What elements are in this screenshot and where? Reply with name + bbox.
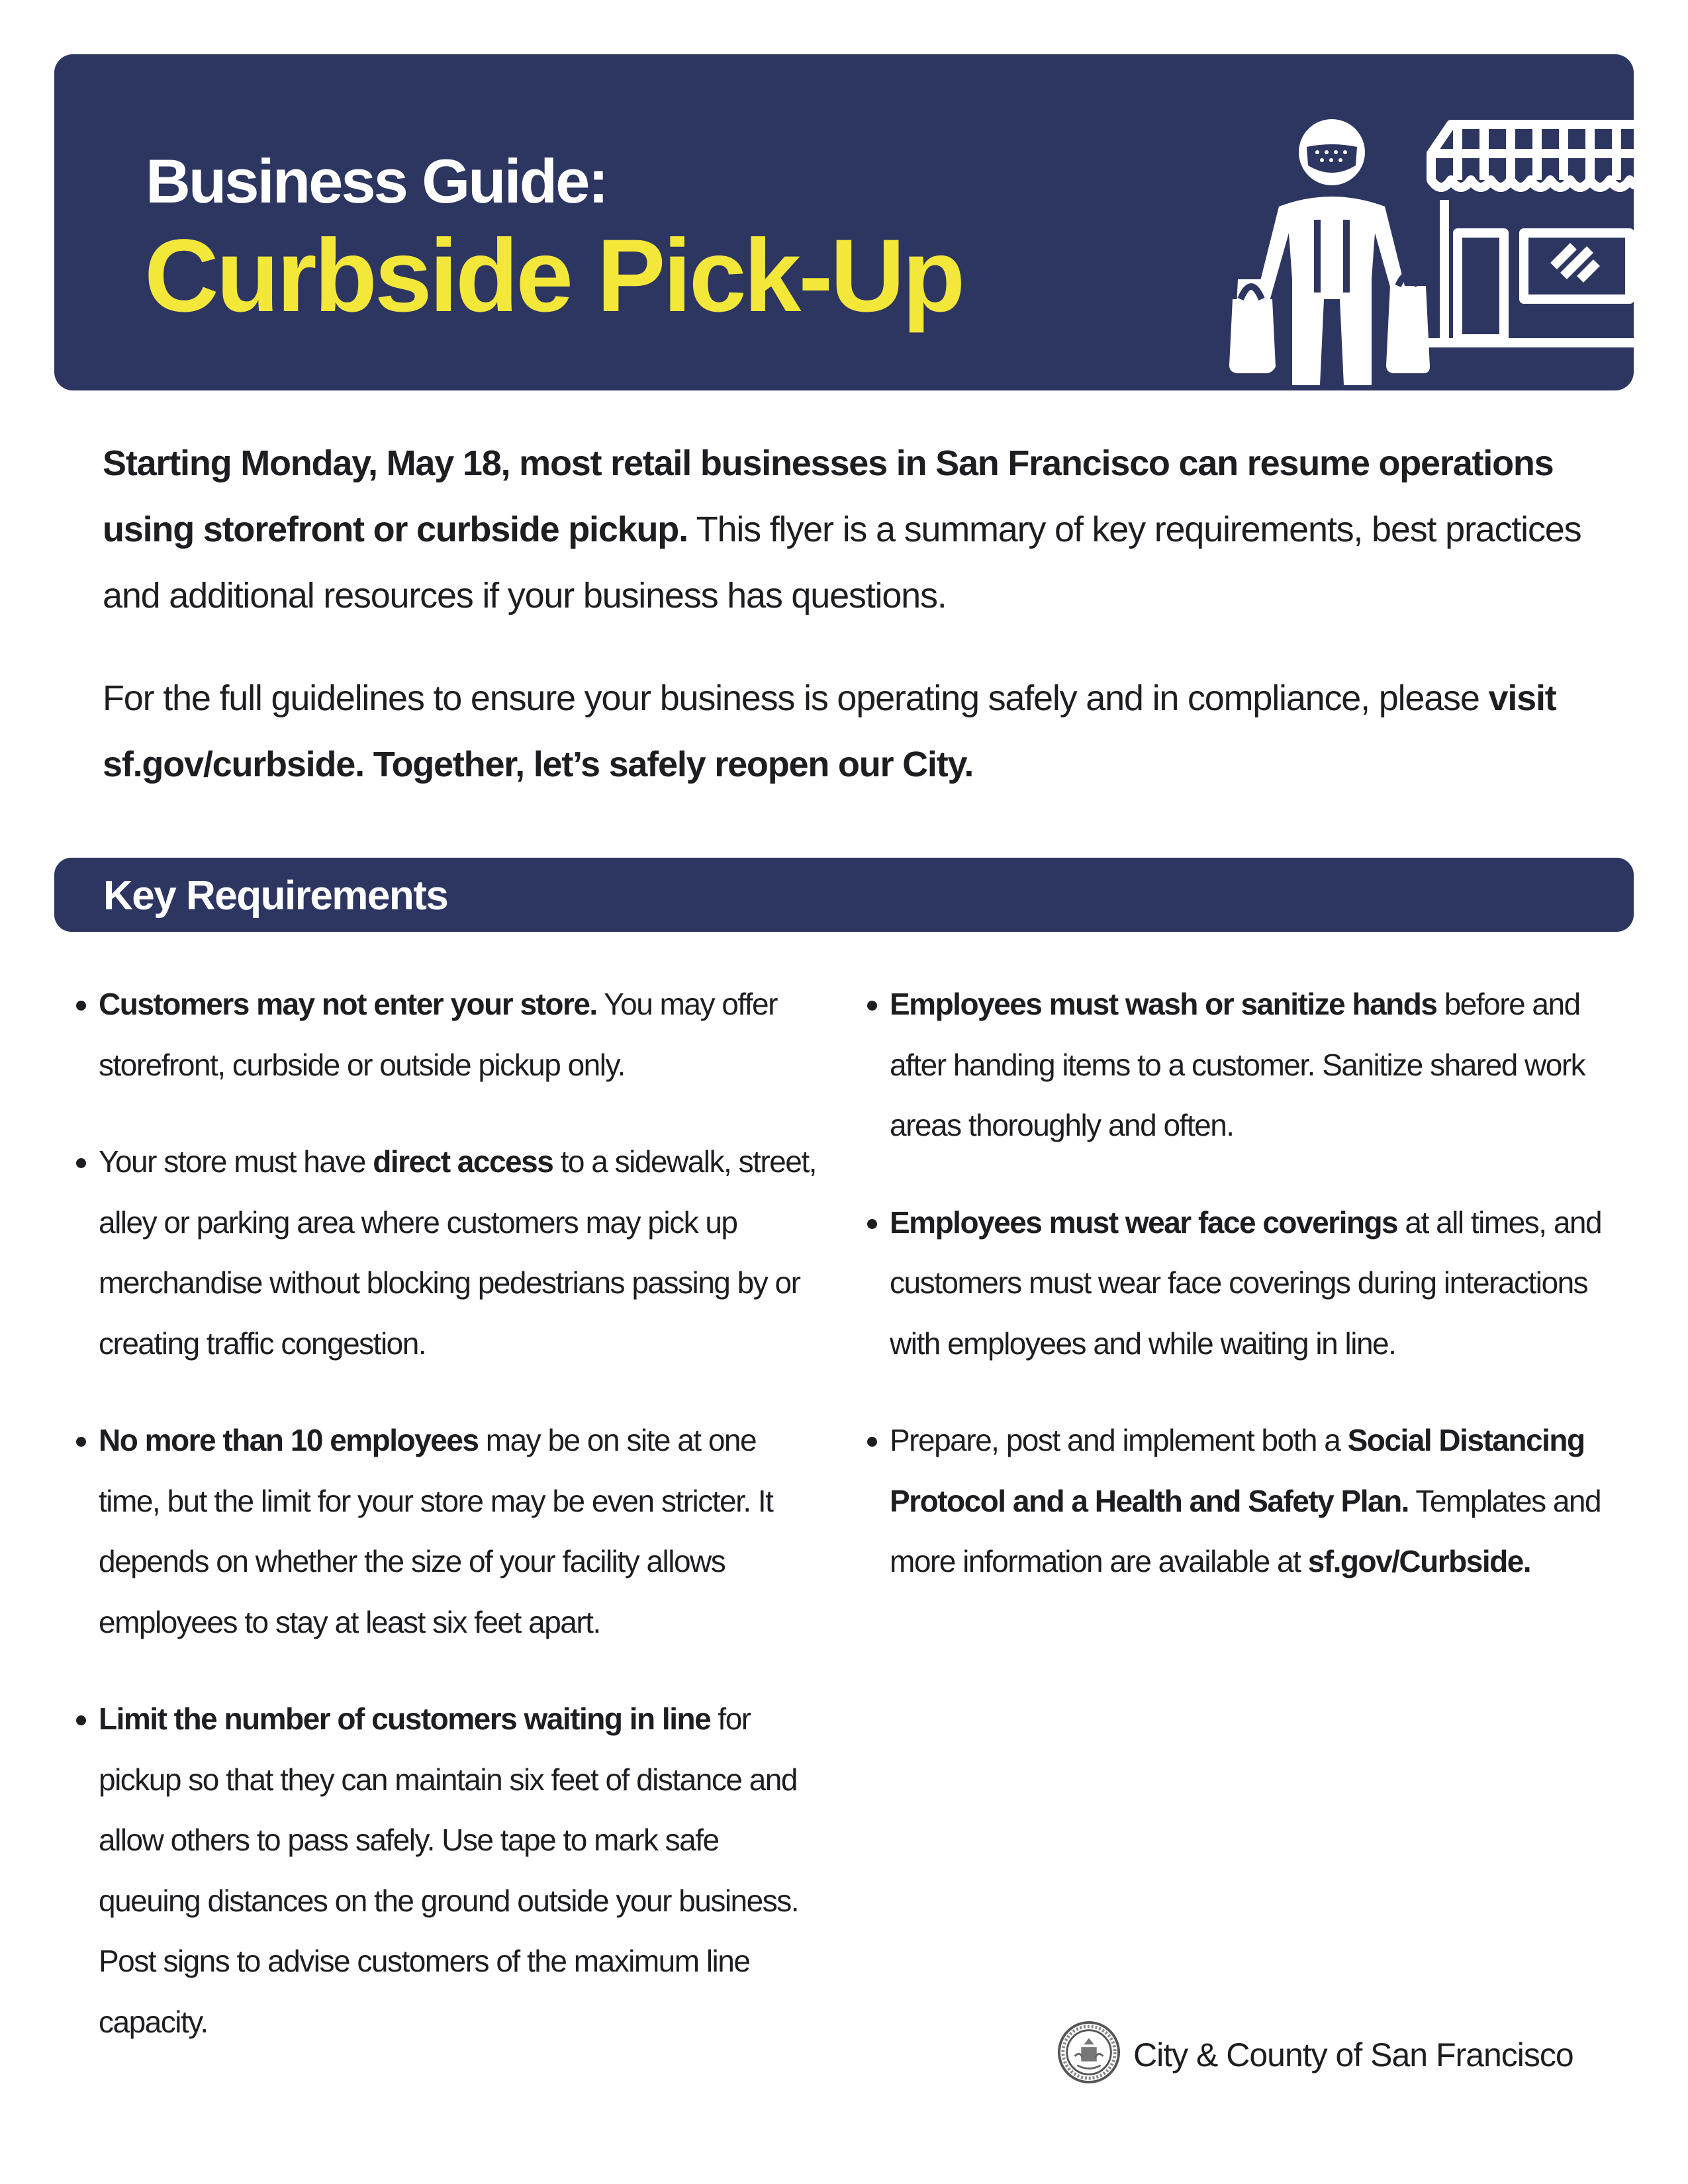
list-item [867, 974, 1615, 1156]
bullet-text: Prepare, post and implement both a [890, 1423, 1348, 1457]
bullet-bold: Limit the number of customers waiting in line [99, 1702, 711, 1736]
bullet-icon [867, 1219, 877, 1229]
key-requirements-heading: Key Requirements [103, 873, 448, 919]
bullet-text: at all times, and customers must wear face coverings during interactions with employees and while waiting in line. [890, 1205, 1602, 1361]
bullet-bold: direct access [373, 1144, 553, 1179]
intro-paragraph-2 [103, 665, 1585, 797]
list-item [76, 1689, 824, 2052]
intro-lead-bold: Starting Monday, May 18, most retail businesses in San Francisco can resume operations using storefront or curbside pickup. [103, 443, 1554, 549]
header-banner [54, 54, 1634, 390]
bullet-icon [76, 1437, 86, 1447]
bullet-bold: Employees must wear face coverings [890, 1205, 1398, 1240]
bullet-text: to a sidewalk, street, alley or parking area where customers may pick up merchandise without blocking pedestrians passing by or creating traffic congestion. [99, 1144, 816, 1361]
footer [1056, 2020, 1586, 2086]
footer-org-name: City & County of San Francisco [1133, 2036, 1573, 2073]
bullet-text: may be on site at one time, but the limit for your store may be even stricter. It depends on whether the size of your facility allows employees to stay at least six feet apart. [99, 1423, 773, 1639]
key-requirements-bar [54, 858, 1634, 932]
page-subtitle: Business Guide: [146, 146, 607, 216]
page-title: Curbside Pick-Up [144, 218, 963, 334]
bullet-text: Your store must have [99, 1144, 373, 1179]
intro-paragraph-1 [103, 430, 1585, 629]
bullet-icon [867, 1437, 877, 1447]
bullet-bold: No more than 10 employees [99, 1423, 479, 1457]
bullet-icon [867, 1001, 877, 1011]
requirements-right-column [867, 974, 1615, 1629]
list-item [76, 1410, 824, 1653]
list-item [76, 1132, 824, 1374]
san-francisco-seal-icon [1056, 2020, 1121, 2085]
bullet-text: You may offer storefront, curbside or outside pickup only. [99, 987, 777, 1082]
list-item [76, 974, 824, 1095]
requirements-left-column [76, 974, 824, 2089]
bullet-icon [76, 1158, 86, 1168]
list-item [867, 1193, 1615, 1375]
intro-lead-rest: This flyer is a summary of key requirements, best practices and additional resources if your business has questions. [103, 510, 1581, 615]
intro-guidelines-text: For the full guidelines to ensure your business is operating safely and in compliance, please [103, 678, 1489, 718]
bullet-bold: Customers may not enter your store. [99, 987, 597, 1021]
list-item [867, 1410, 1615, 1592]
bullet-bold: Employees must wash or sanitize hands [890, 987, 1437, 1021]
bullet-text: Templates and more information are available at [890, 1483, 1601, 1578]
bullet-text: for pickup so that they can maintain six feet of distance and allow others to pass safely. Use tape to mark safe queuing distances on the ground outside your business. Post signs to advise customers of the maximum line capacity. [99, 1702, 799, 2039]
intro-link-cta: visit sf.gov/curbside. Together, let’s safely reopen our City. [103, 678, 1556, 784]
bullet-bold: Social Distancing Protocol and a Health and Safety Plan. [890, 1423, 1585, 1518]
bullet-icon [76, 1001, 86, 1011]
bullet-text: before and after handing items to a customer. Sanitize shared work areas thoroughly and often. [890, 987, 1585, 1142]
worker-storefront-icon [1166, 81, 1634, 390]
bullet-icon [76, 1715, 86, 1725]
bullet-link: sf.gov/Curbside. [1307, 1544, 1531, 1578]
